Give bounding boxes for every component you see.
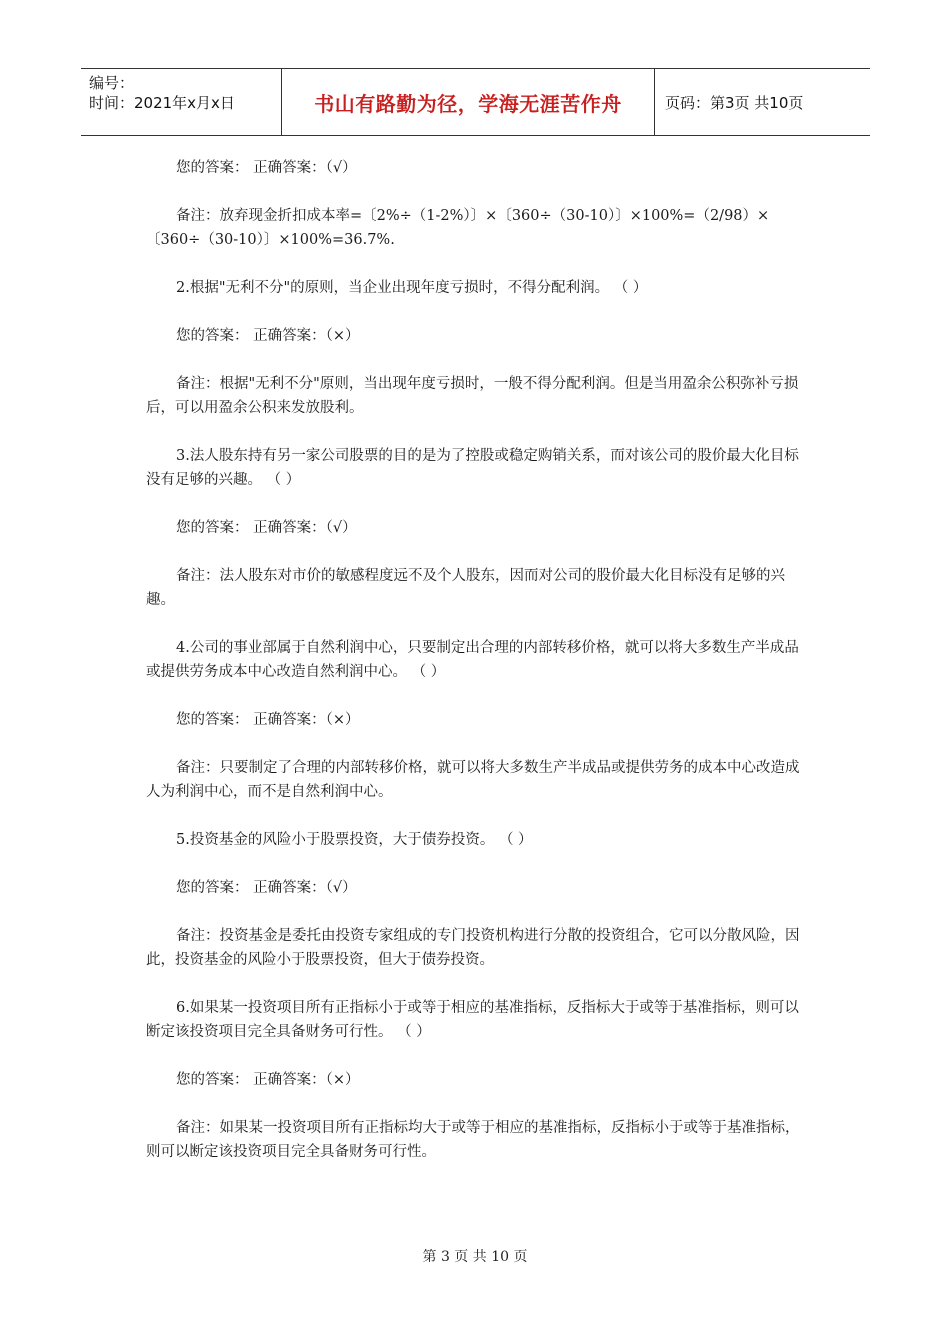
- header-motto: 书山有路勤为径，学海无涯苦作舟: [282, 69, 655, 135]
- answer-line-4: 您的答案： 正确答案：（×）: [176, 712, 360, 728]
- question-5: 5.投资基金的风险小于股票投资，大于债券投资。 （ ）: [176, 832, 533, 848]
- answer-line-3: 您的答案： 正确答案：（√）: [176, 520, 357, 536]
- header-meta: [81, 69, 282, 135]
- document-body: [146, 156, 812, 1188]
- note-4: 备注：只要制定了合理的内部转移价格，就可以将大多数生产半成品或提供劳务的成本中心改造成人为利润中心，而不是自然利润中心。: [146, 760, 800, 800]
- note-3: 备注：法人股东对市价的敏感程度远不及个人股东，因而对公司的股价最大化目标没有足够的兴趣。: [146, 568, 785, 608]
- note-6: 备注：如果某一投资项目所有正指标均大于或等于相应的基准指标，反指标小于或等于基准指标，则可以断定该投资项目完全具备财务可行性。: [146, 1120, 800, 1160]
- answer-line-2: 您的答案： 正确答案：（×）: [176, 328, 360, 344]
- document-time-label: 时间：2021年x月x日: [89, 94, 235, 112]
- document-number-label: 编号：: [89, 74, 135, 92]
- question-2: 2.根据"无利不分"的原则，当企业出现年度亏损时，不得分配利润。 （ ）: [176, 280, 648, 296]
- page-footer: 第 3 页 共 10 页: [422, 1249, 528, 1265]
- note-5: 备注：投资基金是委托由投资专家组成的专门投资机构进行分散的投资组合，它可以分散风险，因此，投资基金的风险小于股票投资，但大于债券投资。: [146, 928, 800, 968]
- note-2: 备注：根据"无利不分"原则，当出现年度亏损时，一般不得分配利润。但是当用盈余公积弥补亏损后，可以用盈余公积来发放股利。: [146, 376, 799, 416]
- question-4: 4.公司的事业部属于自然利润中心，只要制定出合理的内部转移价格，就可以将大多数生产半成品或提供劳务成本中心改造自然利润中心。 （ ）: [146, 640, 799, 680]
- note-1: 备注：放弃现金折扣成本率=〔2%÷（1-2%）〕×〔360÷（30-10）〕×100%=（2/98）×〔360÷（30-10）〕×100%=36.7%.: [146, 208, 770, 248]
- answer-line-5: 您的答案： 正确答案：（√）: [176, 880, 357, 896]
- question-6: 6.如果某一投资项目所有正指标小于或等于相应的基准指标，反指标大于或等于基准指标，则可以断定该投资项目完全具备财务可行性。 （ ）: [146, 1000, 799, 1040]
- answer-line-6: 您的答案： 正确答案：（×）: [176, 1072, 360, 1088]
- question-3: 3.法人股东持有另一家公司股票的目的是为了控股或稳定购销关系，而对该公司的股价最大化目标没有足够的兴趣。 （ ）: [146, 448, 799, 488]
- answer-line-1: 您的答案： 正确答案：（√）: [176, 160, 357, 176]
- header-page-info: 页码：第3页 共10页: [665, 93, 804, 112]
- page-header: [81, 68, 870, 136]
